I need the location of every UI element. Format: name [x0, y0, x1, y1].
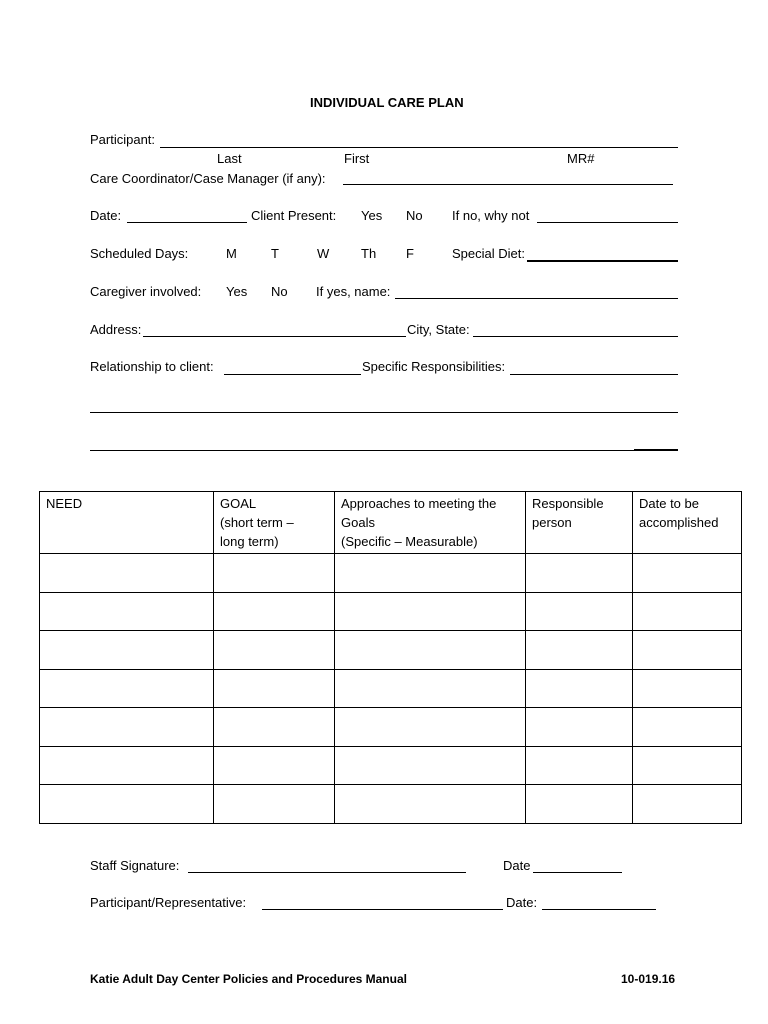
table-cell[interactable] — [633, 631, 742, 670]
day-monday[interactable]: M — [226, 246, 237, 261]
table-cell[interactable] — [526, 708, 633, 747]
staff-date-field[interactable] — [533, 872, 622, 873]
table-cell[interactable] — [40, 592, 214, 631]
table-cell[interactable] — [526, 746, 633, 785]
caregiver-name-field[interactable] — [395, 298, 678, 299]
table-cell[interactable] — [526, 554, 633, 593]
care-plan-table — [39, 491, 742, 824]
table-cell[interactable] — [214, 631, 335, 670]
participant-mr-caption: MR# — [567, 151, 595, 166]
header-approaches — [335, 492, 526, 554]
caregiver-no[interactable]: No — [271, 284, 288, 299]
city-state-label: City, State: — [407, 322, 470, 337]
responsibilities-field[interactable] — [510, 374, 678, 375]
coordinator-field[interactable] — [343, 184, 673, 185]
table-cell[interactable] — [633, 785, 742, 824]
staff-signature-field[interactable] — [188, 872, 466, 873]
table-cell[interactable] — [214, 669, 335, 708]
footer-code: 10-019.16 — [621, 972, 676, 986]
address-label: Address: — [90, 322, 142, 337]
table-cell[interactable] — [40, 785, 214, 824]
caregiver-label: Caregiver involved: — [90, 284, 202, 299]
table-cell[interactable] — [214, 746, 335, 785]
staff-date-label: Date — [503, 858, 531, 873]
table-cell[interactable] — [633, 592, 742, 631]
table-row — [40, 708, 742, 747]
table-cell[interactable] — [214, 592, 335, 631]
notes-line-2-accent — [634, 449, 678, 450]
table-row — [40, 785, 742, 824]
header-goal — [214, 492, 335, 554]
table-cell[interactable] — [335, 746, 526, 785]
scheduled-days-label: Scheduled Days: — [90, 246, 189, 261]
table-cell[interactable] — [214, 708, 335, 747]
client-present-yes[interactable]: Yes — [361, 208, 383, 223]
table-cell[interactable] — [40, 554, 214, 593]
header-responsible-text: Responsible person — [532, 496, 604, 530]
table-cell[interactable] — [335, 592, 526, 631]
table-cell[interactable] — [526, 592, 633, 631]
participant-last-caption: Last — [217, 151, 242, 166]
participant-label: Participant: — [90, 132, 156, 147]
header-approaches-text: Approaches to meeting the Goals (Specific – Measurable) — [341, 496, 497, 549]
table-cell[interactable] — [335, 631, 526, 670]
table-row — [40, 554, 742, 593]
participant-first-caption: First — [344, 151, 370, 166]
table-cell[interactable] — [526, 669, 633, 708]
table-cell[interactable] — [633, 746, 742, 785]
table-cell[interactable] — [335, 785, 526, 824]
day-tuesday[interactable]: T — [271, 246, 279, 261]
table-body — [40, 554, 742, 824]
notes-line-2[interactable] — [90, 450, 678, 451]
special-diet-field[interactable] — [527, 260, 678, 262]
table-cell[interactable] — [40, 746, 214, 785]
table-cell[interactable] — [335, 554, 526, 593]
table-cell[interactable] — [335, 708, 526, 747]
table-cell[interactable] — [633, 669, 742, 708]
notes-line-1[interactable] — [90, 412, 678, 413]
table-cell[interactable] — [335, 669, 526, 708]
why-not-label: If no, why not — [452, 208, 530, 223]
relationship-field[interactable] — [224, 374, 361, 375]
table-cell[interactable] — [40, 669, 214, 708]
table-cell[interactable] — [633, 708, 742, 747]
client-present-no[interactable]: No — [406, 208, 423, 223]
header-need — [40, 492, 214, 554]
address-field[interactable] — [143, 336, 406, 337]
table-row — [40, 746, 742, 785]
table-cell[interactable] — [40, 708, 214, 747]
header-need-text: NEED — [46, 496, 83, 511]
form-title: INDIVIDUAL CARE PLAN — [310, 95, 464, 110]
client-present-label: Client Present: — [251, 208, 337, 223]
date-field[interactable] — [127, 222, 247, 223]
table-cell[interactable] — [633, 554, 742, 593]
participant-field[interactable] — [160, 147, 678, 148]
special-diet-label: Special Diet: — [452, 246, 525, 261]
table-cell[interactable] — [40, 631, 214, 670]
header-goal-text: GOAL (short term – long term) — [220, 496, 294, 549]
header-date — [633, 492, 742, 554]
header-responsible — [526, 492, 633, 554]
coordinator-label: Care Coordinator/Case Manager (if any): — [90, 171, 326, 186]
header-date-text: Date to be accomplished — [639, 496, 719, 530]
table-row — [40, 592, 742, 631]
participant-date-field[interactable] — [542, 909, 656, 910]
responsibilities-label: Specific Responsibilities: — [362, 359, 506, 374]
table-row — [40, 669, 742, 708]
table-cell[interactable] — [526, 785, 633, 824]
date-label: Date: — [90, 208, 122, 223]
footer-manual: Katie Adult Day Center Policies and Procedures Manual — [90, 972, 407, 986]
table-row — [40, 631, 742, 670]
table-header-row — [40, 492, 742, 554]
table-cell[interactable] — [214, 785, 335, 824]
caregiver-yes[interactable]: Yes — [226, 284, 248, 299]
day-wednesday[interactable]: W — [317, 246, 330, 261]
city-state-field[interactable] — [473, 336, 678, 337]
participant-date-label: Date: — [506, 895, 538, 910]
participant-rep-label: Participant/Representative: — [90, 895, 247, 910]
participant-rep-field[interactable] — [262, 909, 503, 910]
day-thursday[interactable]: Th — [361, 246, 377, 261]
caregiver-name-label: If yes, name: — [316, 284, 391, 299]
day-friday[interactable]: F — [406, 246, 414, 261]
why-not-field[interactable] — [537, 222, 678, 223]
table-cell[interactable] — [526, 631, 633, 670]
staff-signature-label: Staff Signature: — [90, 858, 180, 873]
table-cell[interactable] — [214, 554, 335, 593]
relationship-label: Relationship to client: — [90, 359, 214, 374]
